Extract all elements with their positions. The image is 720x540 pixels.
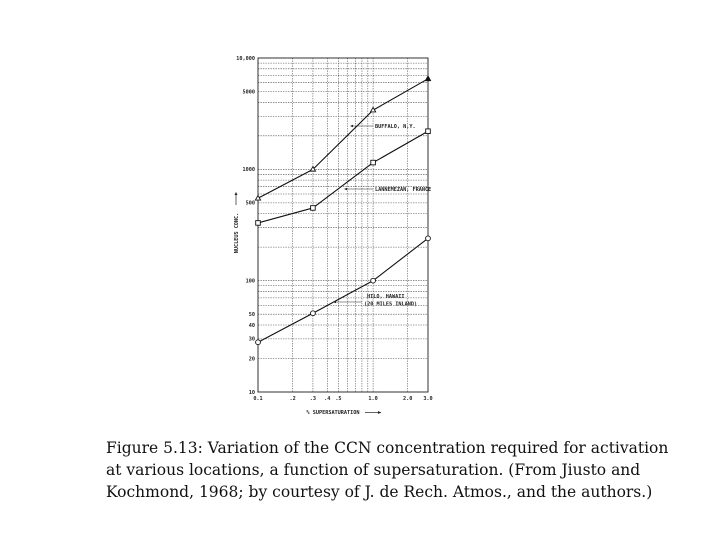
series-1 (256, 129, 431, 225)
data-point (256, 340, 261, 345)
data-point (425, 76, 430, 81)
series-line (258, 131, 428, 223)
x-tick-label: .2 (289, 396, 296, 402)
annotation-buffalo: BUFFALO, N.Y. (375, 124, 416, 130)
y-tick-label: 30 (248, 336, 255, 343)
annotation-arrowhead (344, 188, 347, 191)
caption-line-1: Figure 5.13: Variation of the CCN concentration required for activation (106, 439, 669, 457)
x-tick-label: .3 (309, 396, 317, 402)
y-tick-label: 500 (245, 200, 255, 207)
y-tick-label: 5000 (242, 89, 255, 96)
data-point (371, 160, 376, 165)
data-point (256, 221, 261, 226)
chart-grid (258, 58, 428, 392)
y-tick-label: 10,000 (236, 55, 255, 62)
series-0 (255, 76, 430, 200)
figure-caption (106, 437, 669, 503)
x-tick-label: .5 (335, 396, 342, 402)
y-axis-label: NUCLEUS CONC. (234, 212, 240, 254)
x-tick-label: 2.0 (403, 396, 413, 402)
annotation-lannemezan: LANNEMEZAN, FRANCE (375, 187, 432, 193)
series-line (258, 238, 428, 342)
annotation-hilo: HILO, HAWAII (367, 294, 405, 300)
x-tick-label: 1.0 (368, 396, 378, 402)
x-axis-arrowhead (378, 411, 381, 414)
x-tick-label: 3.0 (423, 396, 433, 402)
caption-line-3: Kochmond, 1968; by courtesy of J. de Rech. Atmos., and the authors.) (106, 483, 653, 501)
y-tick-label: 1000 (242, 167, 255, 174)
annotation-arrowhead (350, 125, 353, 128)
y-tick-label: 40 (248, 322, 255, 329)
data-point (371, 278, 376, 283)
y-tick-label: 50 (248, 311, 255, 318)
data-point (311, 311, 316, 316)
y-tick-label: 20 (248, 356, 255, 363)
x-tick-label: .4 (324, 396, 331, 402)
data-point (311, 206, 316, 211)
caption-line-2: at various locations, a function of supersaturation. (From Jiusto and (106, 461, 641, 479)
annotation-hilo-inland: (20 MILES INLAND) (364, 301, 418, 308)
data-point (426, 129, 431, 134)
series-2 (256, 236, 431, 345)
y-tick-label: 100 (245, 278, 255, 285)
plot-frame (258, 58, 428, 392)
x-tick-label: 0.1 (253, 396, 263, 402)
x-axis-label: % SUPERSATURATION (306, 410, 360, 416)
y-axis-arrowhead (235, 192, 238, 195)
y-tick-label: 10 (248, 389, 255, 396)
data-point (426, 236, 431, 241)
